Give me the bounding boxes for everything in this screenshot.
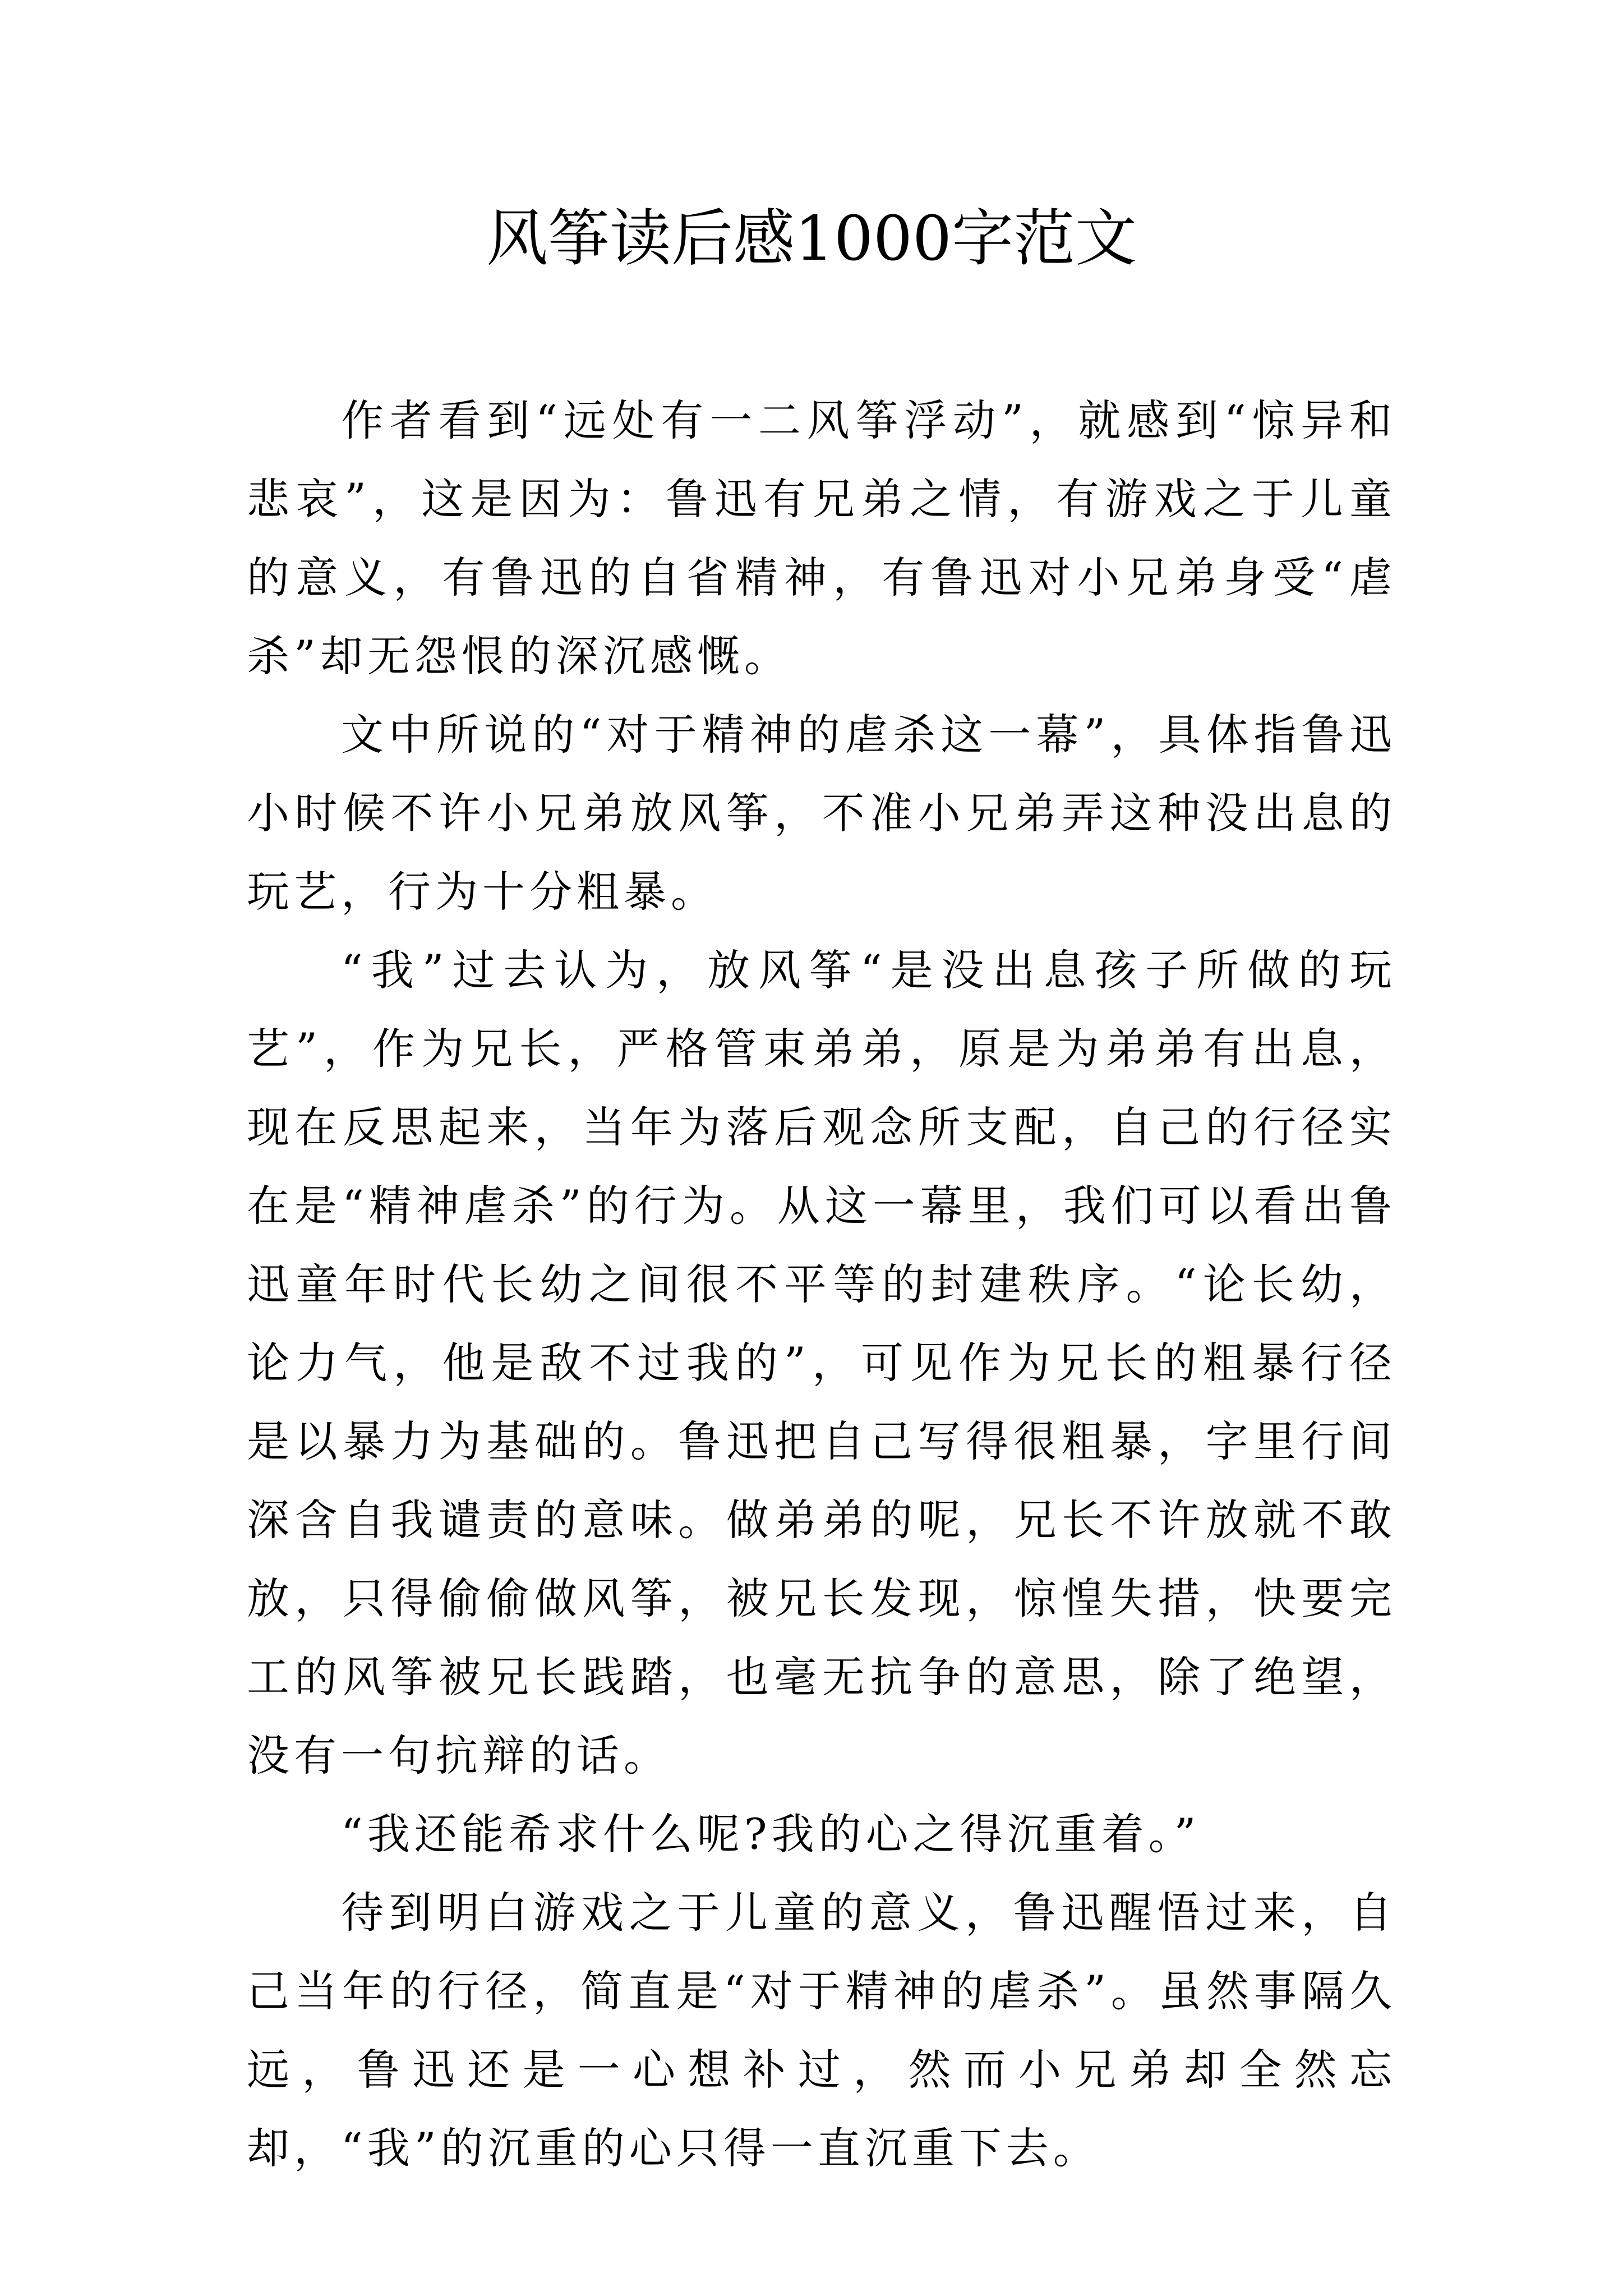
document-title: 风筝读后感1000字范文 [486,203,1137,274]
paragraph-2: 文中所说的“对于精神的虐杀这一幕”，具体指鲁迅小时候不许小兄弟放风筝，不准小兄弟弄这种没出息的玩艺，行为十分粗暴。 [247,710,1396,917]
paragraph-4: “我还能希求什么呢?我的心之得沉重着。” [341,1809,1201,1859]
paragraph-5: 待到明白游戏之于儿童的意义，鲁迅醒悟过来，自己当年的行径，简直是“对于精神的虐杀”。虽然事隔久远，鲁迅还是一心想补过，然而小兄弟却全然忘却，“我”的沉重的心只得一直沉重下去。 [247,1888,1396,2173]
document-body [247,381,1396,2188]
paragraph-1: 作者看到“远处有一二风筝浮动”，就感到“惊异和悲哀”，这是因为：鲁迅有兄弟之情，有游戏之于儿童的意义，有鲁迅的自省精神，有鲁迅对小兄弟身受“虐杀”却无怨恨的深沉感慨。 [247,395,1396,681]
paragraph-3: “我”过去认为，放风筝“是没出息孩子所做的玩艺”，作为兄长，严格管束弟弟，原是为弟弟有出息，现在反思起来，当年为落后观念所支配，自己的行径实在是“精神虐杀”的行为。从这一幕里，我们可以看出鲁迅童年时代长幼之间很不平等的封建秩序。“论长幼，论力气，他是敌不过我的”，可见作为兄长的粗暴行径是以暴力为基础的。鲁迅把自己写得很粗暴，字里行间深含自我谴责的意味。做弟弟的呢，兄长不许放就不敢放，只得偷偷做风筝，被兄长发现，惊惶失措，快要完工的风筝被兄长践踏，也毫无抗争的意思，除了绝望，没有一句抗辩的话。 [247,945,1396,1780]
